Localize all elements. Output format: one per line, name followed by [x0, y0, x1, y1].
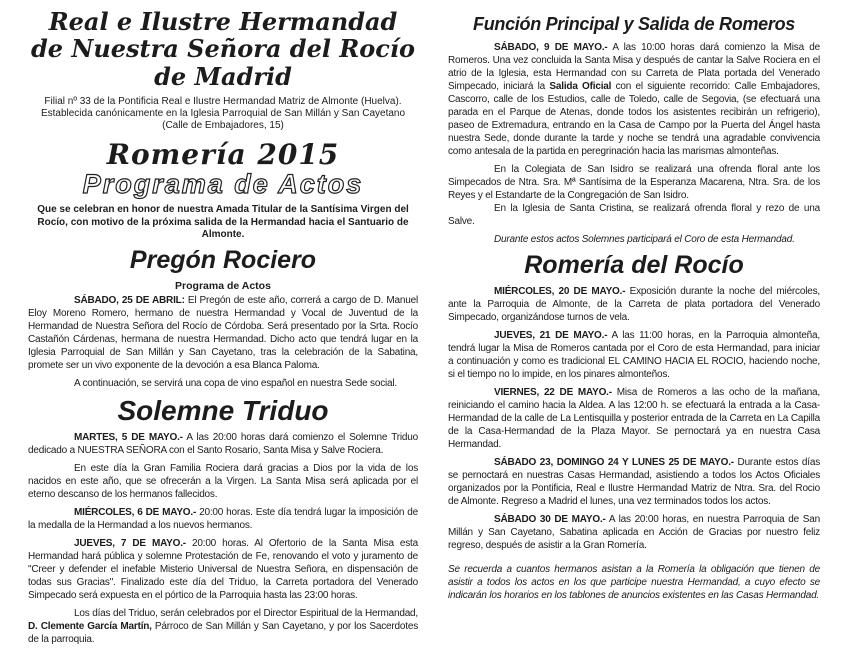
paragraph-text: Párroco de San Millán y San Cayetano, y por los Sacerdotes de la parroquia. [28, 620, 419, 645]
subheading-programa-de-actos: Programa de Actos [175, 279, 271, 292]
date-lead: MIÉRCOLES, 20 DE MAYO.- [494, 286, 626, 297]
paragraph-dias-del-triduo [28, 607, 418, 646]
paragraph-sabado-9-mayo [448, 41, 820, 158]
heading-solemne-triduo: Solemne Triduo [117, 394, 329, 426]
org-subtitle-line2: Establecida canónicamente en la Iglesia Parroquial de San Millán y San Cayetano [40, 108, 406, 119]
date-lead: SÁBADO 30 DE MAYO.- [494, 514, 606, 525]
date-lead: SÁBADO, 25 DE ABRIL: [74, 294, 185, 306]
date-lead: MARTES, 5 DE MAYO.- [74, 431, 183, 443]
event-title: Romería 2015 [106, 138, 340, 171]
org-subtitle-line3: (Calle de Embajadores, 15) [162, 120, 284, 131]
paragraph-text: A las 20:00 horas dará comienzo el Solemne Triduo dedicado a NUESTRA SEÑORA con el Santo Rosario, Santa Misa y Salve Rociera. [28, 431, 418, 456]
date-lead: VIERNES, 22 DE MAYO.- [494, 387, 612, 398]
paragraph-coro-note: Durante estos actos Solemnes participará el Coro de esta Hermandad. [494, 234, 795, 245]
paragraph-miercoles-6-mayo [28, 506, 418, 532]
heading-romeria-del-rocio: Romería del Rocío [524, 251, 744, 279]
paragraph-a-continuacion: A continuación, se servirá una copa de vino español en nuestra Sede social. [74, 377, 397, 389]
paragraph-text: A las 11:00 horas, en la Parroquia almonteña, tendrá lugar la Misa de Romeros cantada por el Coro de esta Hermandad, para iniciar a continuación y como es tradicional EL CAMINO HACIA EL ROCIO, haciendo noche, si el tiempo no lo impide, en los pinares almonteños. [448, 330, 820, 380]
event-intro: Que se celebran en honor de nuestra Amada Titular de la Santísima Virgen del Rocío, con motivo de la próxima salida de la Hermandad hacia el Santuario de Almonte. [37, 204, 409, 240]
date-lead: MIÉRCOLES, 6 DE MAYO.- [74, 506, 197, 518]
date-lead: JUEVES, 21 DE MAYO.- [494, 330, 608, 341]
paragraph-viernes-22-mayo [448, 386, 820, 451]
paragraph-colegiata-san-isidro: En la Colegiata de San Isidro se realizará una ofrenda floral ante los Simpecados de Ntra. Sra. Mª Santísima de la Esperanza Macarena, Ntra. Sra. de los Reyes y el Estandarte de la Congregación de San Isidro. [448, 164, 820, 201]
heading-pregon-rociero: Pregón Rociero [129, 245, 317, 274]
date-lead: SÁBADO, 9 DE MAYO.- [494, 42, 608, 53]
date-lead: JUEVES, 7 DE MAYO.- [74, 537, 186, 549]
paragraph-text: A las 20:00 horas, en nuestra Parroquia de San Millán y San Cayetano, Sabatina aplicada en Acción de Gracias por nuestro feliz regreso, después de asistir a la Gran Romería. [448, 514, 821, 551]
paragraph-jueves-7-mayo [28, 537, 418, 602]
right-page [448, 0, 820, 607]
paragraph-text: Los días del Triduo, serán celebrados por el Director Espiritual de la Hermandad, [74, 607, 418, 619]
paragraph-sabado-25-abril [28, 294, 418, 372]
date-lead: SÁBADO 23, DOMINGO 24 Y LUNES 25 DE MAYO.- [494, 457, 734, 468]
paragraph-text: con el siguiente recorrido: Calle Embajadores, Cascorro, calle de los Estudios, calle de Toledo, calle de Segovia, (se efectuará una parada en el Parque de Atenas, donde todos los asistentes recibirán un refrigerio), paseo de Extremadura, entrando en la Casa de Campo por la Puerta del Ángel hasta nuestra Sede, donde durante la tarde y noche se tendrá una agradable convivencia como antesala de la partida en peregrinación hacia las marismas almonteñas. [448, 81, 820, 157]
org-title-line2: de Nuestra Señora del Rocío de Madrid [30, 34, 416, 91]
paragraph-sabado-23-a-lunes-25-mayo [448, 456, 820, 508]
left-page [28, 0, 418, 651]
paragraph-text: A las 10:00 horas dará comienzo la Misa de Romeros. Una vez concluida la Santa Misa y después de cantar la Salve Rociera en el atrio de la Iglesia, esta Hermandad con su Carreta de Plata portada del Venerado Simpecado, iniciará la [448, 42, 820, 92]
event-subtitle-outline: Programa de Actos [82, 169, 364, 199]
paragraph-text: 20:00 horas. Este día tendrá lugar la imposición de la medalla de la Hermandad a los nuevos hermanos. [28, 506, 418, 531]
org-title-line1: Real e Ilustre Hermandad [48, 7, 398, 36]
paragraph-jueves-21-mayo [448, 329, 820, 381]
paragraph-text: El Pregón de este año, correrá a cargo de D. Manuel Eloy Moreno Romero, hermano de nuestra Hermandad y Vocal de Juventud de la Hermandad de Nuestra Señora del Rocío de Córdoba. Será presentado por la Srta. Rocío Castañón Cárdenas, hermana de nuestra Hermandad. Dicho acto que tendrá lugar en la Iglesia Parroquial de San Millán y San Cayetano, tras la celebración de la Sabatina, promete ser un vivo exponente de la devoción a esa Blanca Paloma. [28, 294, 418, 371]
heading-funcion-principal: Función Principal y Salida de Romeros [473, 14, 795, 34]
paragraph-text: Durante estos días se pernoctará en nuestras Casas Hermandad, asistiendo a todos los Actos Oficiales organizados por la Pontificia, Real e Ilustre Hermandad Matriz de Ntra. Sra. del Rocio de Almonte. Regreso a Madrid el lunes, una vez terminados todos los actos. [448, 457, 820, 507]
org-subtitle [28, 96, 418, 132]
priest-name: D. Clemente García Martín, [28, 620, 152, 632]
paragraph-text: Misa de Romeros a las ocho de la mañana, reiniciando el camino hacia la Aldea. A las 12:00 h. se efectuará la entrada a la Casa-Hermandad de la calle de La Lentisquilla y posterior entrada de la Carreta en La Capilla de la Casa-Hermandad de la Plaza Mayor. Se pernoctará ya en nuestra Casa Hermandad. [448, 387, 820, 450]
paragraph-text: Exposición durante la noche del miércoles, ante la Parroquia de Almonte, de la Carreta de plata portadora del Venerado Simpecado, organizándose turnos de vela. [448, 286, 820, 323]
paragraph-martes-5-mayo [28, 431, 418, 457]
footer-reminder-note: Se recuerda a cuantos hermanos asistan a la Romería la obligación que tienen de asistir a todos los actos en los que participe nuestra Hermandad, a cuyo efecto se indicarán los horarios en los tablones de anuncios existentes en las Casas Hermandad. [448, 564, 820, 601]
salida-oficial-bold: Salida Oficial [549, 81, 612, 92]
paragraph-text: 20:00 horas. Al Ofertorio de la Santa Misa esta Hermandad hará pública y solemne Protestación de Fe, renovando el voto y juramento de "Creer y defender el inefable Misterio Universal de Nuestra Señora, en dispensación de todas sus Gracias". Finalizado este día del Triduo, la Carreta portadora del Venerado Simpecado será expuesta en el pórtico de la Parroquia hasta las 23:00 horas. [28, 537, 418, 601]
paragraph-gran-familia: En este día la Gran Familia Rociera dará gracias a Dios por la vida de los nacidos en este año, que se ofrecerán a la Virgen. La Santa Misa será aplicada por el eterno descanso de los hermanos fallecidos. [28, 462, 418, 500]
paragraph-miercoles-20-mayo [448, 285, 820, 324]
paragraph-santa-cristina: En la Iglesia de Santa Cristina, se realizará ofrenda floral y rezo de una Salve. [448, 203, 820, 227]
org-subtitle-line1: Filial nº 33 de la Pontificia Real e Ilustre Hermandad Matriz de Almonte (Huelva). [44, 96, 402, 107]
paragraph-sabado-30-mayo [448, 513, 820, 552]
